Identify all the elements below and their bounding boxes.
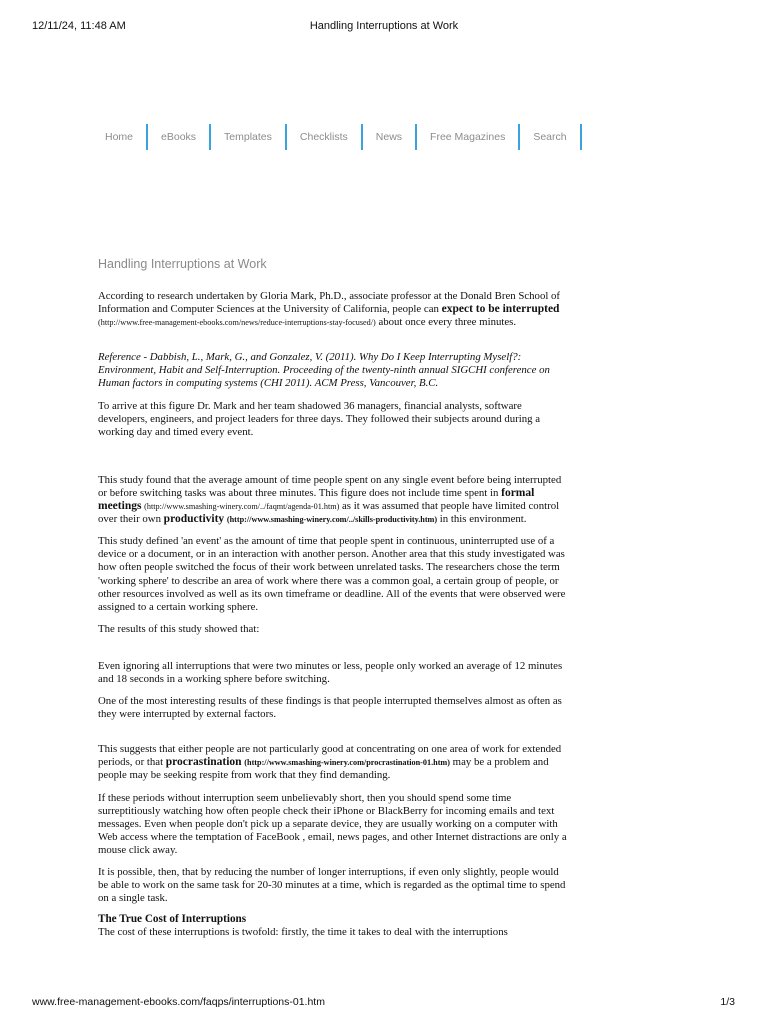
paragraph: According to research undertaken by Gloria Mark, Ph.D., associate professor at the Donald Bren School of Information and Computer Sciences at the University of California, people can expect to be interrupted (http://www.free-management-ebooks.com/news/reduce-interruptions-stay-focused/) about once every three minutes. — [98, 290, 561, 329]
main-nav — [92, 124, 582, 150]
print-title: Handling Interruptions at Work — [309, 20, 459, 32]
print-header — [0, 0, 768, 40]
print-datetime: 12/11/24, 11:48 AM — [32, 20, 126, 32]
nav-free-magazines[interactable]: Free Magazines — [417, 124, 520, 150]
paragraph: The cost of these interruptions is twofold: firstly, the time it takes to deal with the interruptions — [98, 926, 508, 939]
paragraph: This study defined 'an event' as the amount of time that people spent in continuous, uninterrupted use of a device or a document, or in an interaction with another person. Another area that this study investigated was how often people switched the focus of their work between unrelated tasks. The researchers chose the term 'working sphere' to describe an area of work where there was a common goal, a certain group of people, or other resources involved as well as its own timeframe or deadline. All of the events that were observed were assigned to a certain working sphere. — [98, 535, 566, 613]
formal-meetings-link[interactable]: formal meetings (http://www.smashing-winery.com/../faqmt/agenda-01.htm) — [98, 486, 535, 513]
page-title: Handling Interruptions at Work — [98, 257, 267, 271]
section-heading: The True Cost of Interruptions — [98, 913, 247, 926]
expect-to-be-interrupted-link[interactable]: expect to be interrupted (http://www.free-management-ebooks.com/news/reduce-interruptions-stay-focused/) — [98, 303, 560, 328]
nav-home[interactable]: Home — [92, 124, 148, 150]
nav-search[interactable]: Search — [520, 124, 581, 150]
nav-news[interactable]: News — [363, 124, 417, 150]
paragraph: To arrive at this figure Dr. Mark and her team shadowed 36 managers, financial analysts, software developers, engineers, and project leaders for three days. They followed their subjects around during a working day and timed every event. — [98, 399, 541, 438]
nav-templates[interactable]: Templates — [211, 124, 287, 150]
nav-checklists[interactable]: Checklists — [287, 124, 363, 150]
paragraph: It is possible, then, that by reducing the number of longer interruptions, if even only slightly, people would be able to work on the same task for 20-30 minutes at a time, which is regarded as the optimal time to spend on a single task. — [98, 866, 566, 905]
procrastination-link[interactable]: procrastination (http://www.smashing-winery.com/procrastination-01.htm) — [165, 756, 450, 769]
print-page-number: 1/3 — [720, 996, 735, 1008]
productivity-link[interactable]: productivity (http://www.smashing-winery.com/../skills-productivity.htm) — [163, 513, 438, 526]
paragraph: This suggests that either people are not particularly good at concentrating on one area of work for extended periods, or that procrastination (http://www.smashing-winery.com/procrastination-01.htm) may be a problem and people may be seeking respite from work that they find demanding. — [98, 743, 562, 782]
nav-ebooks[interactable]: eBooks — [148, 124, 211, 150]
paragraph: This study found that the average amount of time people spent on any single event before being interrupted or before switching tasks was about three minutes. This figure does not include time spent in formal meetings (http://www.smashing-winery.com/../faqmt/agenda-01.htm) as it was assumed that people have limited control over their own productivity (http://www.smashing-winery.com/../skills-productivity.htm) in this environment. — [98, 473, 562, 526]
print-url: www.free-management-ebooks.com/faqps/interruptions-01.htm — [32, 996, 325, 1008]
paragraph: The results of this study showed that: — [98, 622, 260, 635]
paragraph: If these periods without interruption seem unbelievably short, then you should spend some time surreptitiously watching how often people check their iPhone or BlackBerry for incoming emails and text messages. Even when people don't pick up a separate device, they are usually working on a computer with Web access where the temptation of FaceBook , email, news pages, and other Internet distractions are only a mouse click away. — [98, 791, 567, 856]
paragraph: Even ignoring all interruptions that were two minutes or less, people only worked an average of 12 minutes and 18 seconds in a working sphere before switching. — [98, 659, 563, 685]
paragraph: One of the most interesting results of these findings is that people interrupted themselves almost as often as they were interrupted by external factors. — [98, 695, 562, 721]
article-content — [98, 290, 568, 939]
print-footer — [0, 996, 768, 1016]
reference-paragraph: Reference - Dabbish, L., Mark, G., and Gonzalez, V. (2011). Why Do I Keep Interrupting Myself?: Environment, Habit and Self-Interruption. Proceeding of the twenty-ninth annual SIGCHI conference on Human factors in computing systems (CHI 2011). ACM Press, Vancouver, B.C. — [98, 351, 550, 390]
